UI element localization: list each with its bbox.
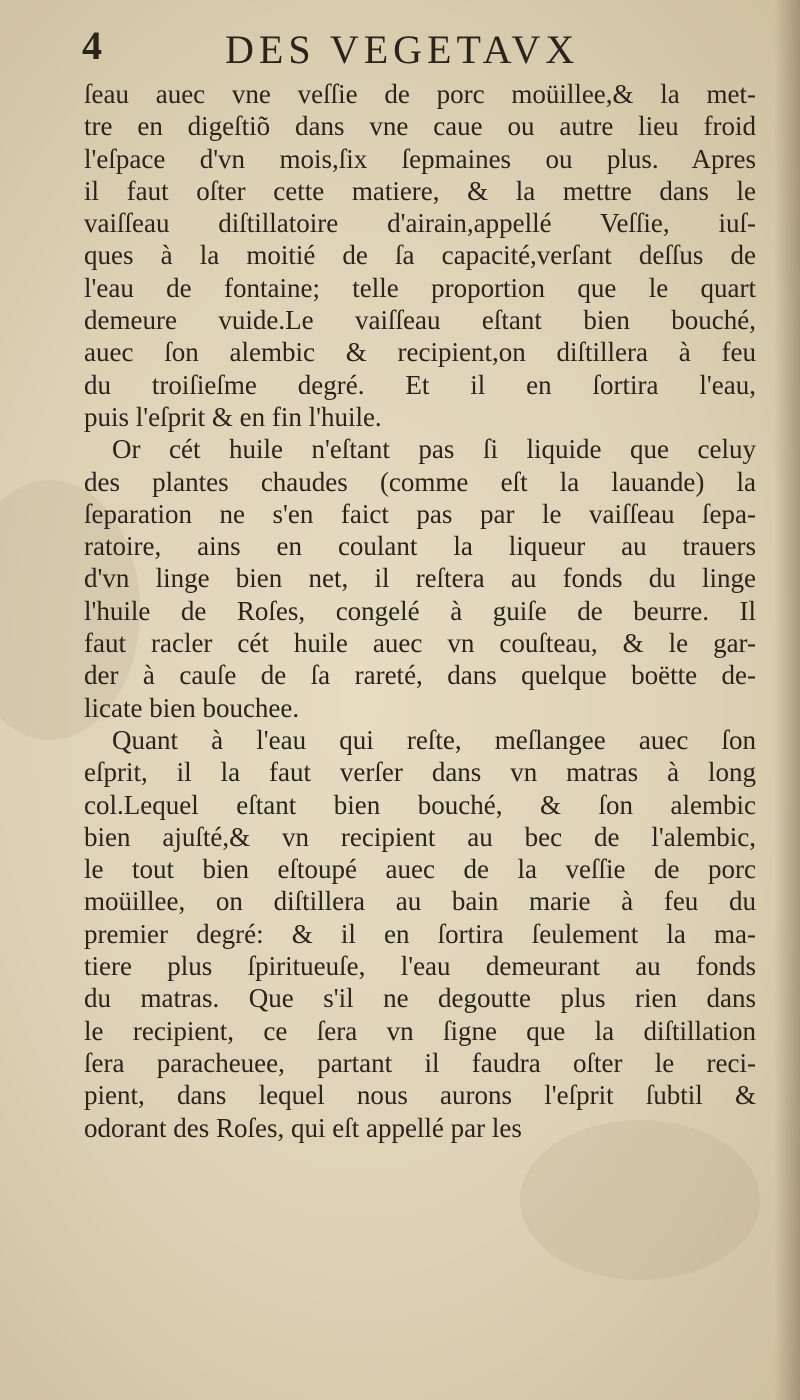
text-line: d'vn linge bien net, il reſtera au fonds du linge bbox=[84, 563, 756, 594]
text-line: licate bien bouchee. bbox=[84, 692, 300, 723]
text-line: le tout bien eſtoupé auec de la veſſie de porc bbox=[84, 854, 756, 885]
text-line: tiere plus ſpiritueuſe, l'eau demeurant au fonds bbox=[84, 951, 756, 982]
text-line: bien ajuſté,& vn recipient au bec de l'alembic, bbox=[84, 821, 756, 852]
text-line: ratoire, ains en coulant la liqueur au trauers bbox=[84, 531, 756, 562]
text-line: des plantes chaudes (comme eſt la lauande) la bbox=[84, 466, 756, 497]
text-line: vaiſſeau diſtillatoire d'airain,appellé Veſſie, iuſ- bbox=[84, 208, 756, 239]
text-line: ſeau auec vne veſſie de porc moüillee,& la met- bbox=[84, 79, 756, 109]
text-line: ques à la moitié de ſa capacité,verſant deſſus de bbox=[84, 240, 756, 271]
text-line: premier degré: & il en ſortira ſeulement la ma- bbox=[84, 918, 756, 949]
text-line: odorant des Roſes, qui eſt appellé par les bbox=[84, 1112, 522, 1143]
running-title: DES VEGETAVX bbox=[225, 27, 580, 72]
text-line: l'eſpace d'vn mois,ſix ſepmaines ou plus. Apres bbox=[84, 143, 756, 174]
paragraph bbox=[84, 433, 756, 724]
text-line: col.Lequel eſtant bien bouché, & ſon alembic bbox=[84, 789, 756, 820]
text-line: demeure vuide.Le vaiſſeau eſtant bien bouché, bbox=[84, 305, 756, 336]
paragraph bbox=[84, 78, 756, 433]
text-line: l'huile de Roſes, congelé à guiſe de beurre. Il bbox=[84, 595, 756, 626]
text-line: auec ſon alembic & recipient,on diſtillera à feu bbox=[84, 337, 756, 368]
text-line: pient, dans lequel nous aurons l'eſprit ſubtil & bbox=[84, 1080, 756, 1111]
paper-stain bbox=[520, 1120, 760, 1280]
text-line: tre en digeſtiõ dans vne caue ou autre lieu froid bbox=[84, 111, 756, 142]
text-line: l'eau de fontaine; telle proportion que le quart bbox=[84, 272, 756, 303]
text-line: Or cét huile n'eſtant pas ſi liquide que celuy bbox=[112, 434, 756, 465]
text-line: moüillee, on diſtillera au bain marie à feu du bbox=[84, 886, 756, 917]
text-line: ſeparation ne s'en faict pas par le vaiſſeau ſepa- bbox=[84, 498, 756, 529]
text-line: faut racler cét huile auec vn couſteau, & le gar- bbox=[84, 628, 756, 659]
page-number: 4 bbox=[82, 23, 102, 68]
text-line: ſera paracheuee, partant il faudra oſter le reci- bbox=[84, 1047, 756, 1078]
text-line: le recipient, ce ſera vn ſigne que la diſtillation bbox=[84, 1015, 756, 1046]
text-line: eſprit, il la faut verſer dans vn matras à long bbox=[84, 757, 756, 788]
text-line: du matras. Que s'il ne degoutte plus rien dans bbox=[84, 983, 756, 1014]
paragraph bbox=[84, 724, 756, 1144]
text-line: du troiſieſme degré. Et il en ſortira l'eau, bbox=[84, 369, 756, 400]
text-line: der à cauſe de ſa rareté, dans quelque boëtte de- bbox=[84, 660, 756, 691]
page-header bbox=[80, 22, 760, 72]
text-line: Quant à l'eau qui reſte, meſlangee auec ſon bbox=[112, 724, 756, 755]
body-text bbox=[84, 78, 756, 1144]
text-line: il faut oſter cette matiere, & la mettre dans le bbox=[84, 175, 756, 206]
text-line: puis l'eſprit & en fin l'huile. bbox=[84, 401, 382, 432]
